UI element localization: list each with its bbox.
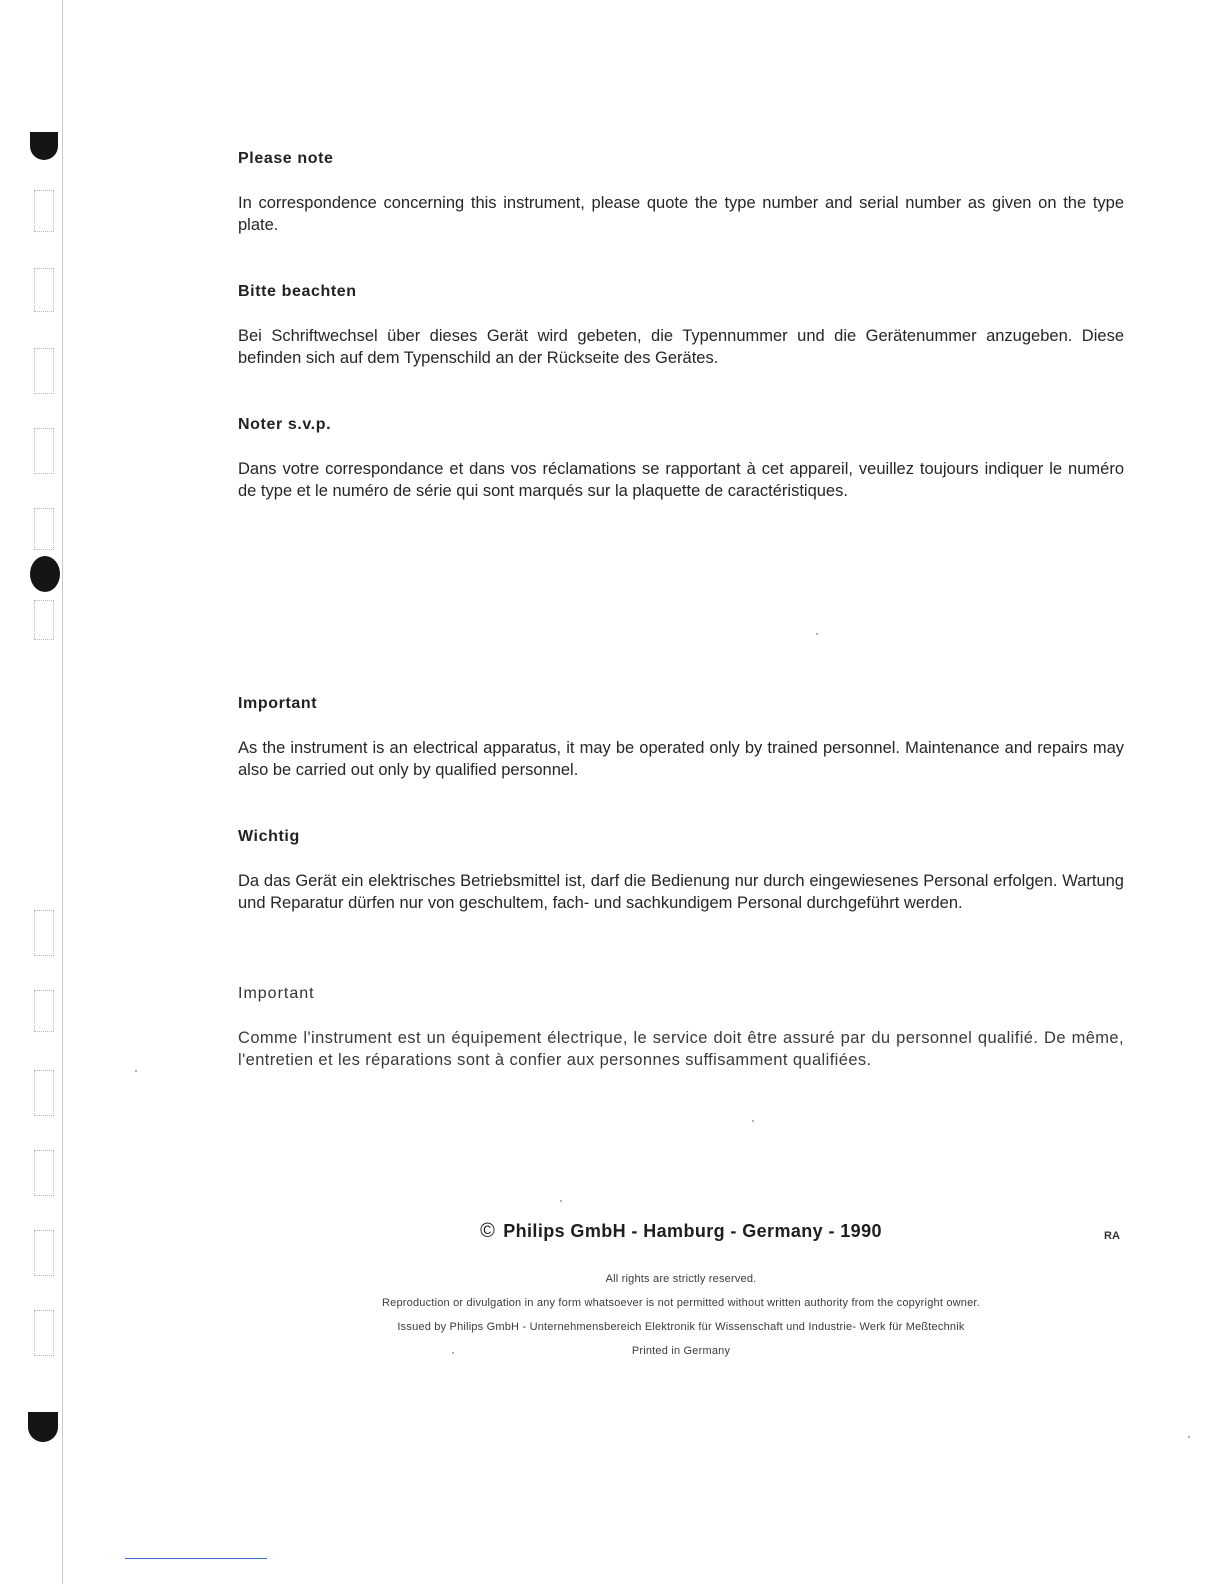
binder-slot [34, 1230, 54, 1276]
scan-speck [135, 1070, 137, 1072]
warning-heading-fr: Important [238, 985, 315, 1002]
binder-slot [34, 268, 54, 312]
note-de [238, 283, 1124, 369]
binder-slot [34, 348, 54, 394]
warning-en [238, 695, 1124, 781]
copyright-text: Philips GmbH - Hamburg - Germany - 1990 [503, 1221, 882, 1241]
reproduction-notice: Reproduction or divulgation in any form whatsoever is not permitted without written authority from the copyright owner. [382, 1297, 980, 1309]
warning-heading-en: Important [238, 695, 318, 712]
note-heading-en: Please note [238, 150, 334, 167]
binder-slot [34, 190, 54, 232]
legal-block [238, 1267, 1124, 1363]
issued-by: Issued by Philips GmbH - Unternehmensbereich Elektronik für Wissenschaft und Industrie- Werk für Meßtechnik [397, 1321, 965, 1333]
note-heading-de: Bitte beachten [238, 283, 357, 300]
copyright-block [238, 1220, 1124, 1243]
scan-speck [1188, 1436, 1190, 1438]
scan-speck [452, 1352, 454, 1354]
binder-margin-line [62, 0, 63, 1584]
punch-hole-middle [30, 556, 60, 592]
author-initials: RA [1104, 1230, 1120, 1242]
copyright-symbol: © [480, 1220, 496, 1242]
warning-de [238, 828, 1124, 914]
warning-text-en: As the instrument is an electrical apparatus, it may be operated only by trained personnel. Maintenance and repairs may also be carried out only by qualified personnel. [238, 739, 1124, 779]
rights-reserved: All rights are strictly reserved. [605, 1273, 757, 1285]
punch-hole-bottom [28, 1412, 58, 1442]
warning-heading-de: Wichtig [238, 828, 300, 845]
warning-fr [238, 985, 1124, 1071]
note-en [238, 150, 1124, 236]
scan-speck [816, 633, 818, 635]
binder-slot [34, 910, 54, 956]
warning-text-de: Da das Gerät ein elektrisches Betriebsmittel ist, darf die Bedienung nur durch eingewiesenes Personal erfolgen. Wartung und Reparatur dürfen nur von geschultem, fach- und sachkundigem Personal durchgeführt werden. [238, 872, 1124, 912]
binder-margin [0, 0, 70, 1584]
punch-hole-top [30, 132, 58, 160]
binder-slot [34, 428, 54, 474]
copyright-line [238, 1220, 1124, 1243]
binder-slot [34, 1310, 54, 1356]
note-fr [238, 416, 1124, 502]
printed-in: Printed in Germany [631, 1345, 731, 1357]
note-heading-fr: Noter s.v.p. [238, 416, 332, 433]
binder-slot [34, 990, 54, 1032]
binder-slot [34, 600, 54, 640]
note-text-fr: Dans votre correspondance et dans vos réclamations se rapportant à cet appareil, veuillez toujours indiquer le numéro de type et le numéro de série qui sont marqués sur la plaquette de caractéristiques. [238, 460, 1124, 500]
scan-speck [752, 1120, 754, 1122]
binder-slot [34, 508, 54, 550]
binder-slot [34, 1150, 54, 1196]
note-text-de: Bei Schriftwechsel über dieses Gerät wird gebeten, die Typennummer und die Gerätenummer anzugeben. Diese befinden sich auf dem Typenschild an der Rückseite des Gerätes. [238, 327, 1124, 367]
binder-slot [34, 1070, 54, 1116]
warning-text-fr: Comme l'instrument est un équipement électrique, le service doit être assuré par du personnel qualifié. De même, l'entretien et les réparations sont à confier aux personnes suffisamment qualifiées. [238, 1029, 1124, 1069]
note-text-en: In correspondence concerning this instrument, please quote the type number and serial number as given on the type plate. [238, 194, 1124, 234]
scan-speck [560, 1200, 562, 1202]
bottom-edge-line [125, 1558, 267, 1559]
